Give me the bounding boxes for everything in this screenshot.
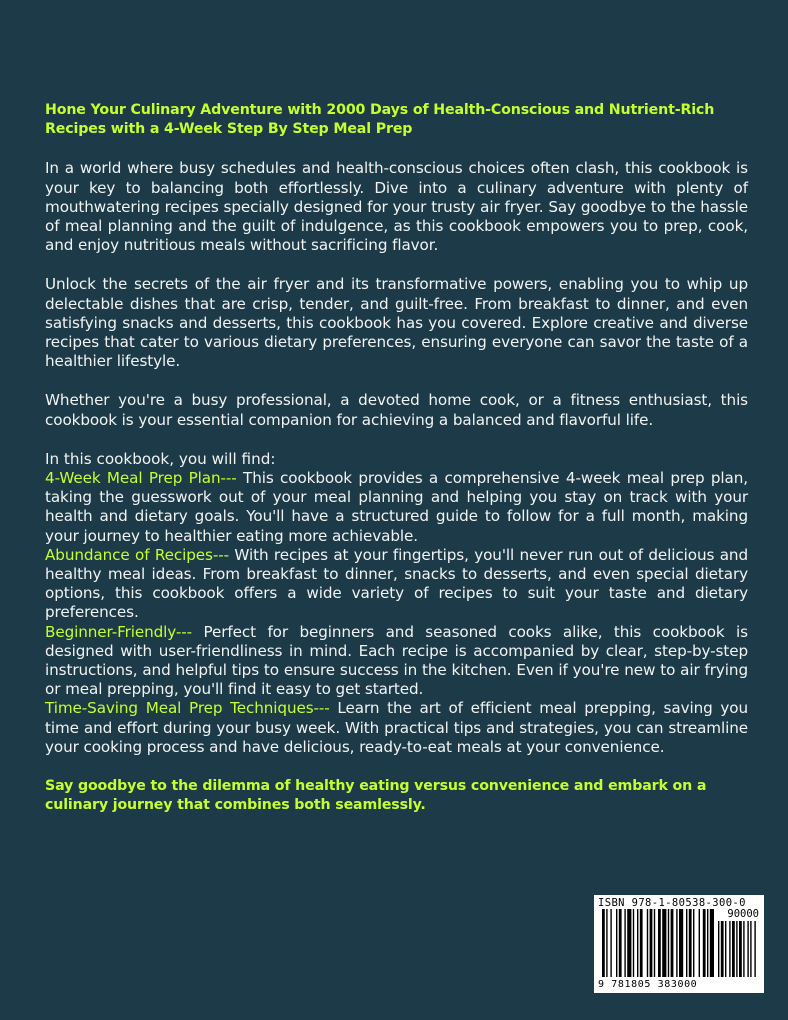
feature-item [45, 699, 748, 757]
isbn-barcode [594, 895, 764, 993]
feature-text: Learn the art of efficient meal prepping, saving you time and effort during your busy week. With practical tips and strategies, you can streamline your cooking process and have delicious, ready-to-eat meals at your convenience. [45, 699, 748, 756]
back-cover-text [45, 101, 748, 816]
feature-text: With recipes at your fingertips, you'll never run out of delicious and healthy meal ideas. From breakfast to dinner, snacks to desserts, and even special dietary options, this cookbook offers a wide variety of recipes to suit your taste and dietary preferences. [45, 545, 748, 622]
isbn-digits: 9 781805 383000 [598, 979, 698, 990]
barcode-bars [602, 909, 758, 979]
paragraph-1: In a world where busy schedules and health-conscious choices often clash, this cookbook is your key to balancing both effortlessly. Dive into a culinary adventure with plenty of mouthwatering recipes specially designed for your trusty air fryer. Say goodbye to the hassle of meal planning and the guilt of indulgence, as this cookbook empowers you to prep, cook, and enjoy nutritious meals without sacrificing flavor. [45, 159, 748, 255]
feature-item [45, 546, 748, 623]
feature-item [45, 623, 748, 700]
closing-statement: Say goodbye to the dilemma of healthy eating versus convenience and embark on a culinary journey that combines both seamlessly. [45, 778, 707, 814]
isbn-label: ISBN 978-1-80538-300-0 [598, 897, 746, 909]
paragraph-3: Whether you're a busy professional, a devoted home cook, or a fitness enthusiast, this cookbook is your essential companion for achieving a balanced and flavorful life. [45, 391, 748, 429]
feature-text: This cookbook provides a comprehensive 4-week meal prep plan, taking the guesswork out of your meal planning and helping you stay on track with your health and dietary goals. You'll have a structured guide to follow for a full month, making your journey to healthier eating more achievable. [45, 469, 749, 545]
headline: Hone Your Culinary Adventure with 2000 Days of Health-Conscious and Nutrient-Rich Recipes with a 4-Week Step By Step Meal Prep [45, 102, 715, 138]
feature-title: Beginner-Friendly--- [45, 622, 193, 641]
feature-title: 4-Week Meal Prep Plan--- [45, 469, 237, 488]
feature-title: Time-Saving Meal Prep Techniques--- [45, 699, 330, 718]
feature-item [45, 469, 748, 546]
feature-text: Perfect for beginners and seasoned cooks alike, this cookbook is designed with user-friendliness in mind. Each recipe is accompanied by clear, step-by-step instructions, and helpful tips to ensure success in the kitchen. Even if you're new to air frying or meal prepping, you'll find it easy to get started. [45, 622, 748, 699]
paragraph-2: Unlock the secrets of the air fryer and its transformative powers, enabling you to whip up delectable dishes that are crisp, tender, and guilt-free. From breakfast to dinner, and even satisfying snacks and desserts, this cookbook has you covered. Explore creative and diverse recipes that cater to various dietary preferences, ensuring everyone can savor the taste of a healthier lifestyle. [45, 275, 748, 371]
price-addon: 90000 [727, 908, 759, 920]
list-intro: In this cookbook, you will find: [45, 449, 276, 468]
feature-title: Abundance of Recipes--- [45, 545, 230, 564]
